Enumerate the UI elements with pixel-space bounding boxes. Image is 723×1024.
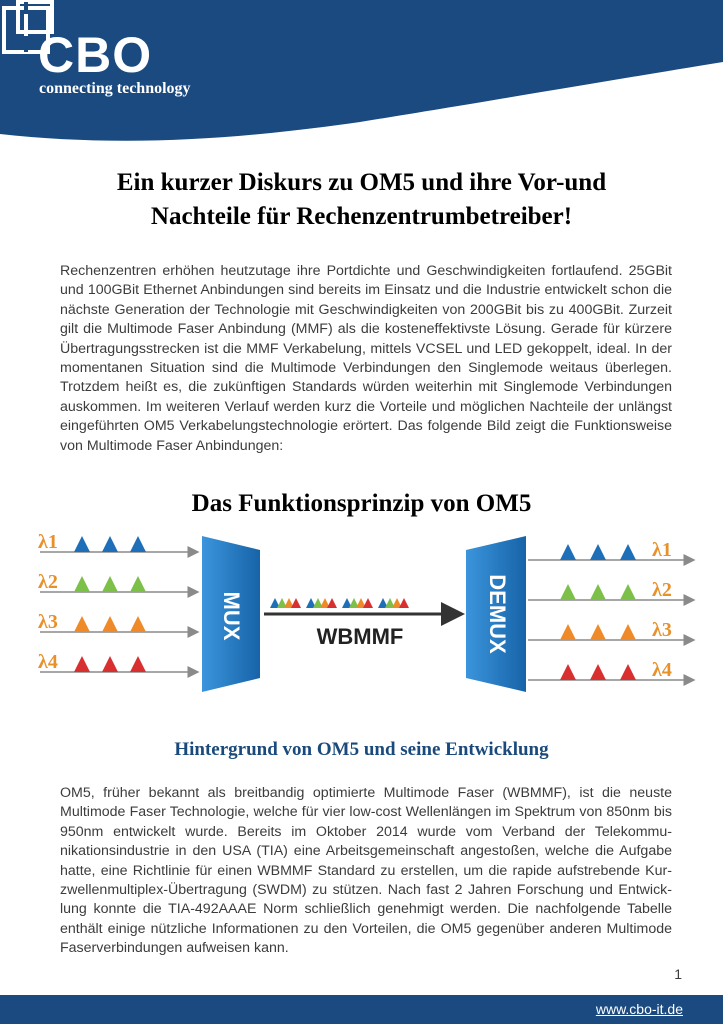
brand-tagline: connecting technology — [39, 80, 191, 97]
input-signals-3 — [74, 616, 146, 632]
fiber-label: WBMMF — [316, 624, 404, 649]
input-lambda-1: λ1 — [38, 531, 58, 553]
input-lambda-3: λ3 — [38, 611, 58, 633]
page-footer — [0, 995, 723, 1024]
brand-logo-mark-icon — [0, 0, 56, 54]
background-paragraph: OM5, früher bekannt als breitbandig optimierte Multimode Faser (WBMMF), ist die neuste Multimode Faser Technologie, welche für vier low-cost Wellenlängen im Spektrum von 850nm bis 950nm entwickelt wurde. Bereits im Oktober 2014 wurde vom Verband der Telekommunikationsindustrie in den USA (TIA) eine Arbeitsgemeinschaft angestoßen, welche die Aufgabe hatte, eine Richtlinie für einen WBMMF Standard zu erstellen, um die rapide aufstrebende Kurzwellenmultiplex-Übertragung (SWDM) zu stützen. Nach fast 2 Jahren Forschung und Entwicklung konnte die TIA-492AAAE Norm schließlich genehmigt werden. Die nachfolgende Tabelle enthält einige nützliche Informationen zu den Vorteilen, die OM5 gegenüber anderen Multimode Faserverbindungen aufweisen kann. — [60, 785, 672, 957]
output-lambda-4: λ4 — [652, 659, 672, 681]
combined-signals — [270, 598, 409, 608]
input-signals-4 — [74, 656, 146, 672]
section-heading-functional-principle: Das Funktionsprinzip von OM5 — [191, 490, 532, 517]
brand-logo-text: CBO — [38, 27, 153, 83]
input-signals-2 — [74, 576, 146, 592]
input-signals-1 — [74, 536, 146, 552]
output-lambda-3: λ3 — [652, 619, 672, 641]
demux-label: DEMUX — [485, 574, 511, 654]
page-title — [60, 166, 663, 234]
mux-label: MUX — [219, 591, 245, 641]
page-title-line-1: Ein kurzer Diskurs zu OM5 und ihre Vor-und — [116, 169, 607, 196]
section-heading-background: Hintergrund von OM5 und seine Entwicklung — [174, 739, 549, 760]
wdm-diagram — [30, 528, 700, 726]
page-title-line-2: Nachteile für Rechenzentrumbetreiber! — [150, 203, 573, 230]
output-signals-4 — [560, 664, 636, 680]
input-lambda-2: λ2 — [38, 571, 58, 593]
demux-block — [466, 536, 526, 692]
output-lambda-2: λ2 — [652, 579, 672, 601]
page-header — [0, 0, 723, 150]
output-signals-2 — [560, 584, 636, 600]
output-signals-1 — [560, 544, 636, 560]
mux-block — [202, 536, 260, 692]
page-number: 1 — [674, 966, 682, 982]
output-signals-3 — [560, 624, 636, 640]
intro-paragraph: Rechenzentren erhöhen heutzutage ihre Portdichte und Geschwindigkeiten fortlaufend. 25GBit und 100GBit Ethernet Anbindungen sind bereits im Einsatz und die Industrie entwickelt schon die nächste Generation der Technologie mit Geschwindigkeiten von 200GBit bis zu 400GBit. Zurzeit gilt die Multimode Faser Anbindung (MMF) als die kosteneffektivste Lösung. Gerade für kürzere Übertragungsstrecken ist die MMF Verkabelung, mittels VCSEL und LED gekoppelt, ideal. In der momentanen Situation sind die Multimode Verbindungen den Singlemode weitaus überlegen. Trotzdem heißt es, die zukünftigen Standards würden weiterhin mit Singlemode Verbindungen auskommen. Im weiteren Verlauf werden kurz die Vorteile und möglichen Nachteile der unlängst eingeführten OM5 Verkabelungstechnologie erörtert. Das folgende Bild zeigt die Funktionsweise von Multimode Faser Anbindungen: — [60, 263, 672, 454]
output-lambda-1: λ1 — [652, 539, 672, 561]
input-lambda-4: λ4 — [38, 651, 58, 673]
footer-website-link[interactable]: www.cbo-it.de — [595, 1001, 683, 1017]
